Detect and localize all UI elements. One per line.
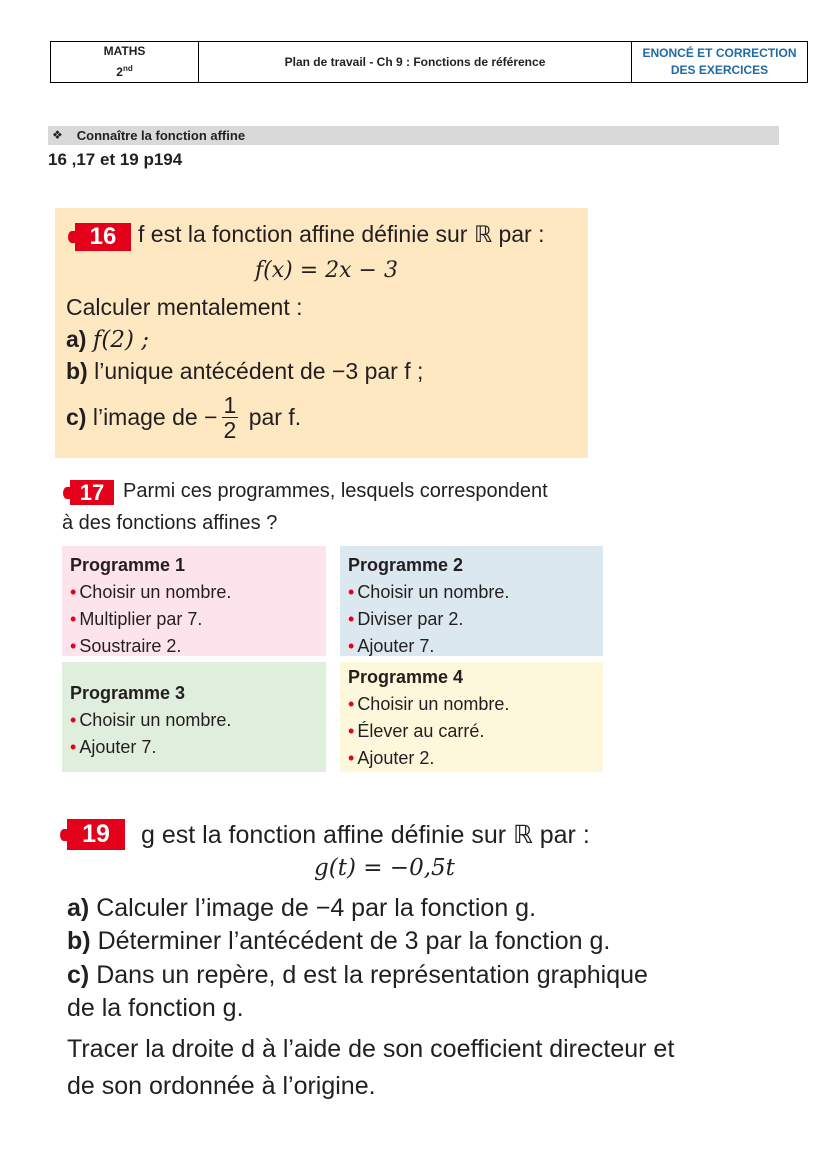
program-step: • Ajouter 7.	[70, 737, 157, 757]
program-title: Programme 4	[348, 667, 464, 687]
program-3-card	[62, 662, 326, 772]
enonce-cell	[632, 42, 807, 82]
program-2-card	[340, 546, 603, 656]
exercise-number-badge: 17	[70, 480, 114, 505]
ex17-line2: à des fonctions affines ?	[62, 512, 278, 534]
program-step: • Multiplier par 7.	[70, 609, 203, 629]
exercise-number-badge: 19	[67, 819, 125, 850]
ex16-item-c: c) l’image de − $\frac{1}{2}$ par f.	[66, 392, 302, 443]
ex19-item-c-line1: c) Dans un repère, d est la représentation graphique	[67, 961, 648, 989]
header-table	[50, 41, 808, 83]
program-step: • Élever au carré.	[348, 721, 485, 741]
title-cell	[199, 42, 632, 82]
ex16-intro: f est la fonction affine définie sur ℝ par :	[138, 221, 545, 247]
program-step: • Diviser par 2.	[348, 609, 464, 629]
enonce-line1: ENONCÉ ET CORRECTION	[642, 46, 797, 60]
ex17-line1: Parmi ces programmes, lesquels correspondent	[123, 480, 548, 502]
level: 2nd	[116, 64, 133, 79]
ex19-item-b: b) Déterminer l’antécédent de 3 par la fonction g.	[67, 927, 611, 955]
program-title: Programme 3	[70, 683, 186, 703]
subject: MATHS	[103, 44, 146, 58]
ex19-item-a: a) Calculer l’image de −4 par la fonction g.	[67, 894, 537, 922]
program-step: • Ajouter 7.	[348, 636, 435, 656]
enonce-line2: DES EXERCICES	[670, 63, 769, 77]
diamond-bullet-icon: ❖	[52, 128, 63, 142]
ex16-formula: f(x) = 2x − 3	[255, 258, 398, 283]
page-title: Plan de travail - Ch 9 : Fonctions de référence	[284, 54, 546, 69]
program-step: • Soustraire 2.	[70, 636, 182, 656]
ex16-item-b: b) l’unique antécédent de −3 par f ;	[66, 358, 424, 384]
ex16-item-a: a) f(2) ;	[66, 326, 149, 353]
ex19-intro: g est la fonction affine définie sur ℝ par :	[141, 821, 590, 849]
program-step: • Choisir un nombre.	[70, 710, 232, 730]
fraction: $\frac{1}{2}$	[223, 392, 237, 443]
ex19-formula: g(t) = −0,5t	[314, 855, 455, 881]
program-1-card	[62, 546, 326, 656]
program-step: • Choisir un nombre.	[70, 582, 232, 602]
program-step: • Ajouter 2.	[348, 748, 435, 768]
program-title: Programme 2	[348, 555, 464, 575]
ex19-task-line2: de son ordonnée à l’origine.	[67, 1072, 376, 1100]
program-step: • Choisir un nombre.	[348, 582, 510, 602]
section-heading	[48, 126, 779, 145]
ex19-item-c-line2: de la fonction g.	[67, 994, 244, 1022]
program-4-card	[340, 662, 603, 772]
subject-cell	[51, 42, 199, 82]
program-title: Programme 1	[70, 555, 186, 575]
exercise-number-badge: 16	[75, 223, 131, 251]
section-title: Connaître la fonction affine	[76, 128, 246, 143]
ex16-instruction: Calculer mentalement :	[66, 294, 303, 320]
exercise-16	[55, 208, 588, 458]
exercise-reference: 16 ,17 et 19 p194	[48, 150, 183, 169]
program-step: • Choisir un nombre.	[348, 694, 510, 714]
ex19-task-line1: Tracer la droite d à l’aide de son coefficient directeur et	[67, 1035, 675, 1063]
